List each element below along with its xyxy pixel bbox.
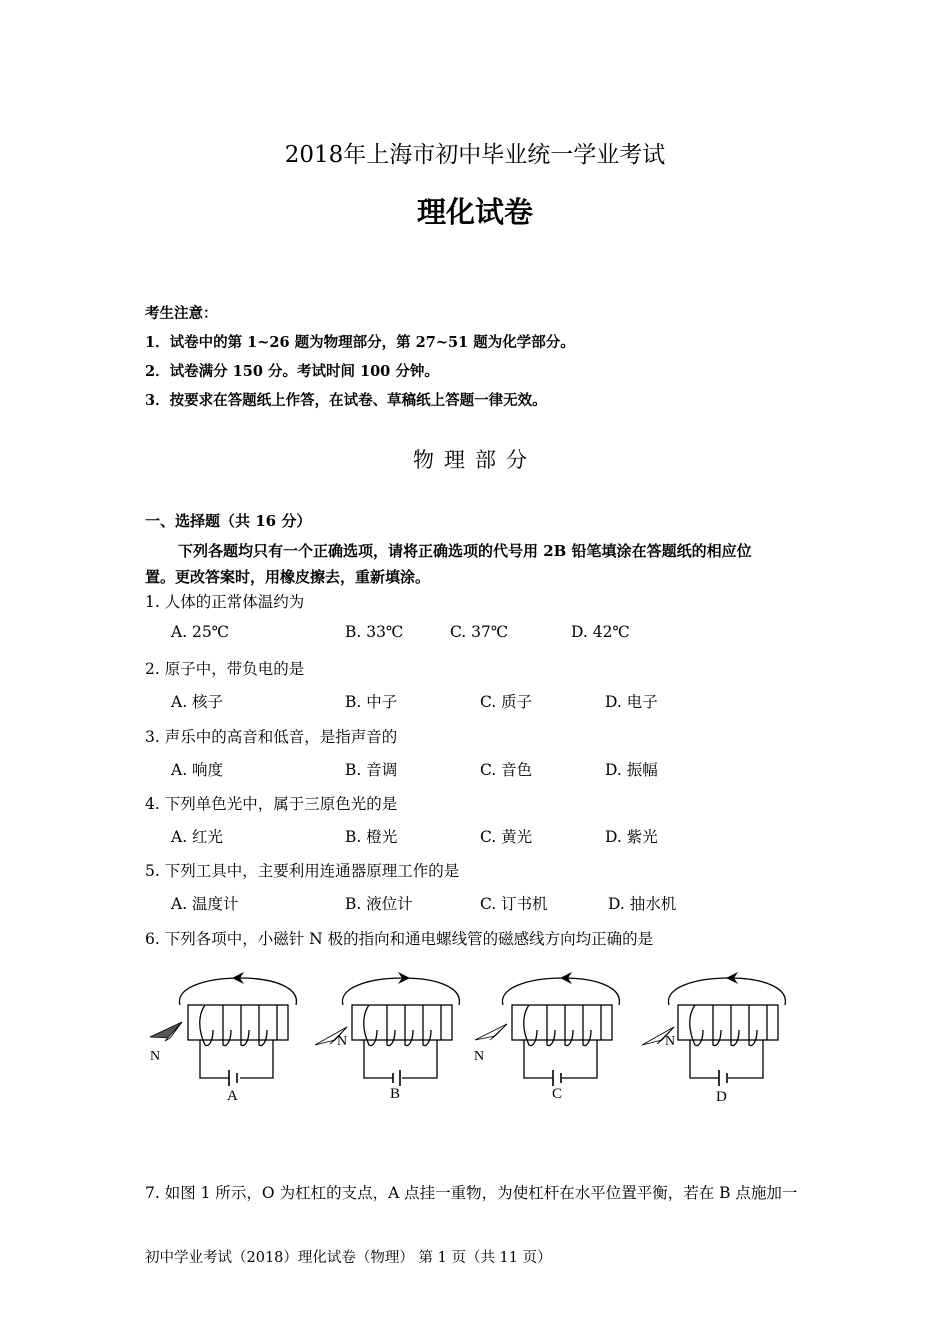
diagram-a-label: A <box>227 1088 238 1104</box>
question-1: 1. 人体的正常体温约为 <box>145 593 305 611</box>
question-3: 3. 声乐中的高音和低音，是指声音的 <box>145 728 398 746</box>
exam-title: 2018年上海市初中毕业统一学业考试 <box>284 142 666 168</box>
diagram-a-needle-label: N <box>150 1049 161 1064</box>
q5-option-c: C. 订书机 <box>480 895 548 913</box>
compass-needle-icon <box>150 1022 182 1038</box>
q3-option-d: D. 振幅 <box>605 761 658 779</box>
q3-option-a: A. 响度 <box>171 761 224 779</box>
section-title: 物理部分 <box>413 448 537 472</box>
q1-option-a: A. 25℃ <box>171 623 230 641</box>
diagram-a <box>150 972 296 1086</box>
diagram-b-label: B <box>390 1086 401 1102</box>
q1-option-d: D. 42℃ <box>571 623 630 641</box>
question-2: 2. 原子中，带负电的是 <box>145 660 305 678</box>
diagram-c-label: C <box>552 1086 563 1102</box>
notice-item-3: 3．按要求在答题纸上作答，在试卷、草稿纸上答题一律无效。 <box>145 392 547 409</box>
diagram-d-label: D <box>716 1089 727 1105</box>
q3-option-c: C. 音色 <box>480 761 533 779</box>
q4-option-c: C. 黄光 <box>480 828 533 846</box>
q1-option-c: C. 37℃ <box>450 623 509 641</box>
q5-option-b: B. 液位计 <box>345 895 413 913</box>
paper-title: 理化试卷 <box>416 195 533 229</box>
diagram-b <box>315 972 459 1086</box>
question-7: 7. 如图 1 所示，O 为杠杠的支点，A 点挂一重物，为使杠杆在水平位置平衡，若在 B 点施加一 <box>145 1184 798 1202</box>
q2-option-c: C. 质子 <box>480 693 533 711</box>
q4-option-a: A. 红光 <box>171 828 224 846</box>
page-footer: 初中学业考试（2018）理化试卷（物理） 第 1 页（共 11 页） <box>145 1250 552 1266</box>
notice-heading: 考生注意： <box>145 305 218 322</box>
q2-option-b: B. 中子 <box>345 693 398 711</box>
diagram-d <box>642 972 785 1086</box>
q2-option-a: A. 核子 <box>171 693 224 711</box>
diagram-c <box>475 972 619 1086</box>
diagram-d-needle-label: N <box>665 1034 676 1049</box>
diagram-b-needle-label: N <box>337 1034 348 1049</box>
q4-option-b: B. 橙光 <box>345 828 398 846</box>
compass-needle-icon <box>475 1024 507 1040</box>
q4-option-d: D. 紫光 <box>605 828 658 846</box>
q2-option-d: D. 电子 <box>605 693 658 711</box>
q1-option-b: B. 33℃ <box>345 623 404 641</box>
notice-item-1: 1．试卷中的第 1~26 题为物理部分，第 27~51 题为化学部分。 <box>145 334 575 351</box>
diagram-c-needle-label: N <box>474 1049 485 1064</box>
question-4: 4. 下列单色光中，属于三原色光的是 <box>145 795 398 813</box>
q5-option-a: A. 温度计 <box>171 895 239 913</box>
solenoid-diagrams <box>0 960 950 1110</box>
part1-heading: 一、选择题（共 16 分） <box>145 512 312 530</box>
notice-item-2: 2．试卷满分 150 分。考试时间 100 分钟。 <box>145 363 439 380</box>
q5-option-d: D. 抽水机 <box>608 895 677 913</box>
question-6: 6. 下列各项中，小磁针 N 极的指向和通电螺线管的磁感线方向均正确的是 <box>145 930 654 948</box>
q3-option-b: B. 音调 <box>345 761 398 779</box>
part1-instruction-line1: 下列各题均只有一个正确选项，请将正确选项的代号用 2B 铅笔填涂在答题纸的相应位 <box>178 542 752 560</box>
question-5: 5. 下列工具中，主要利用连通器原理工作的是 <box>145 862 460 880</box>
part1-instruction-line2: 置。更改答案时，用橡皮擦去，重新填涂。 <box>145 568 431 586</box>
